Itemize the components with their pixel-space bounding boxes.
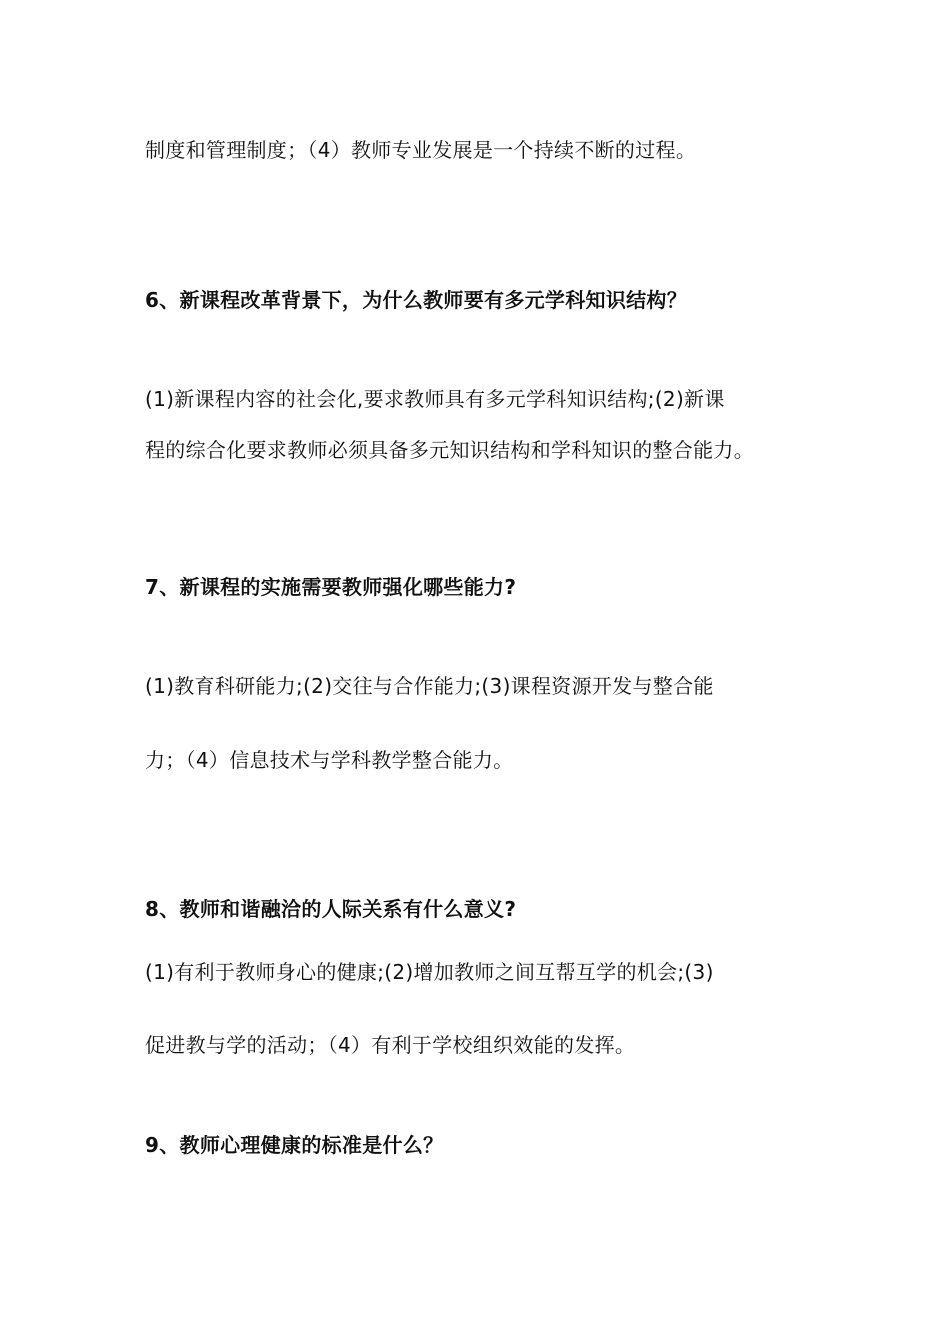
- question-heading-9: 9、教师心理健康的标准是什么？: [145, 1133, 444, 1157]
- question-heading-7: 7、新课程的实施需要教师强化哪些能力?: [145, 575, 517, 599]
- paragraph-line: 制度和管理制度；（4）教师专业发展是一个持续不断的过程。: [145, 138, 697, 162]
- answer-line: (1)有利于教师身心的健康;(2)增加教师之间互帮互学的机会;(3): [145, 960, 714, 984]
- answer-line: 促进教与学的活动；（4）有利于学校组织效能的发挥。: [145, 1033, 636, 1057]
- question-heading-6: 6、新课程改革背景下，为什么教师要有多元学科知识结构？: [145, 288, 688, 312]
- answer-line: 力；（4）信息技术与学科教学整合能力。: [145, 748, 514, 772]
- answer-line: (1)新课程内容的社会化,要求教师具有多元学科知识结构;(2)新课: [145, 387, 725, 411]
- answer-line: 程的综合化要求教师必须具备多元知识结构和学科知识的整合能力。: [145, 438, 754, 462]
- answer-line: (1)教育科研能力;(2)交往与合作能力;(3)课程资源开发与整合能: [145, 674, 714, 698]
- question-heading-8: 8、教师和谐融洽的人际关系有什么意义?: [145, 897, 517, 921]
